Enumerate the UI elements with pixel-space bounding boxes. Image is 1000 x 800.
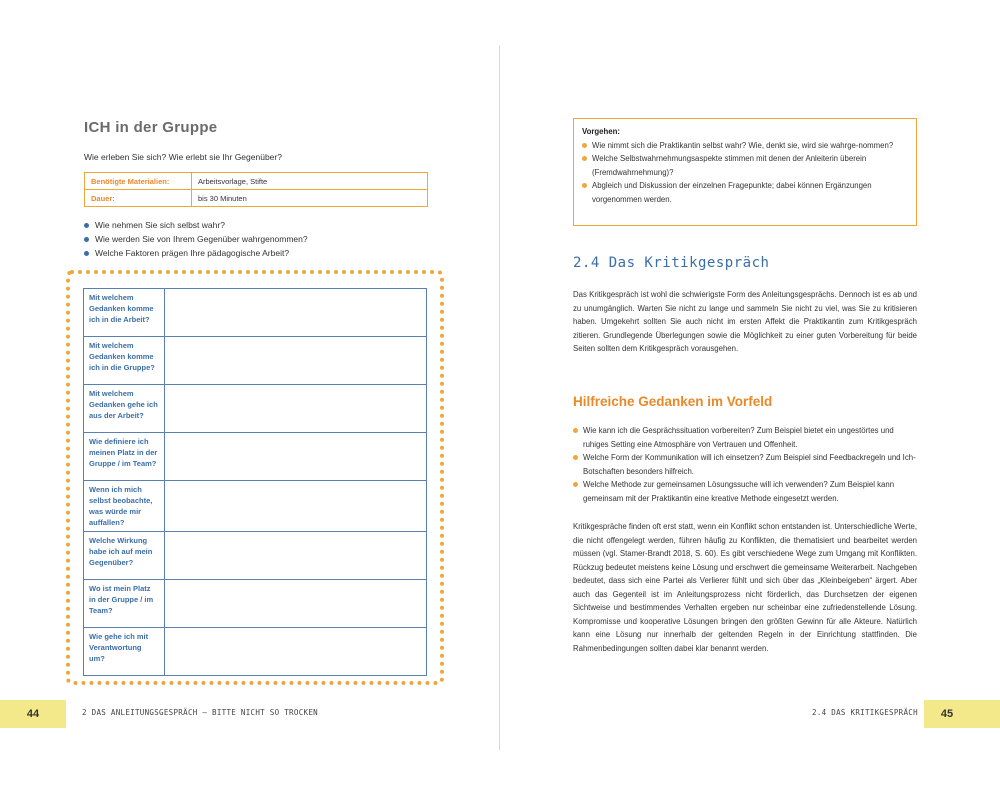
table-row <box>84 532 427 580</box>
bullet-icon <box>573 428 578 433</box>
table-row <box>84 433 427 481</box>
running-footer: 2 DAS ANLEITUNGSGESPRÄCH – BITTE NICHT SO TROCKEN <box>82 708 318 717</box>
question-cell: Mit welchem Gedanken komme ich in die Gruppe? <box>84 337 165 385</box>
question-cell: Wenn ich mich selbst beobachte, was würde mir auffallen? <box>84 481 165 532</box>
list-item: Welche Faktoren prägen Ihre pädagogische Arbeit? <box>84 246 308 260</box>
list-item: Welche Selbstwahrnehmungsaspekte stimmen mit denen der Anleiterin überein (Fremdwahrnehmung)? <box>582 152 908 179</box>
table-row <box>84 481 427 532</box>
worksheet-table <box>83 288 427 676</box>
subheading: Hilfreiche Gedanken im Vorfeld <box>573 394 773 409</box>
answer-cell[interactable] <box>164 337 426 385</box>
list-item: Welche Methode zur gemeinsamen Lösungssuche will ich verwenden? Zum Beispiel kann gemeinsam mit der Praktikantin eine kreative Methode eingesetzt werden. <box>573 478 917 505</box>
question-cell: Mit welchem Gedanken gehe ich aus der Arbeit? <box>84 385 165 433</box>
materials-table <box>84 172 428 207</box>
table-row <box>84 580 427 628</box>
duration-row <box>85 190 428 207</box>
page-subtitle: Wie erleben Sie sich? Wie erlebt sie Ihr Gegenüber? <box>84 152 282 162</box>
page-title: ICH in der Gruppe <box>84 119 218 136</box>
bullet-icon <box>573 482 578 487</box>
list-item: Wie kann ich die Gesprächssituation vorbereiten? Zum Beispiel bietet ein ungestörtes und ruhiges Setting eine Atmosphäre von Vertrauen und Offenheit. <box>573 424 917 451</box>
page-number: 45 <box>940 708 954 720</box>
table-row <box>84 289 427 337</box>
duration-value: bis 30 Minuten <box>192 190 428 207</box>
bullet-icon <box>573 455 578 460</box>
bullet-icon <box>582 156 587 161</box>
section-title: 2.4 Das Kritikgespräch <box>573 255 770 271</box>
list-item: Welche Form der Kommunikation will ich einsetzen? Zum Beispiel sind Feedbackregeln und Ich-Botschaften besonders hilfreich. <box>573 451 917 478</box>
page-number: 44 <box>26 708 40 720</box>
list-item: Wie nimmt sich die Praktikantin selbst wahr? Wie, denkt sie, wird sie wahrge-nommen? <box>582 139 908 153</box>
bullet-icon <box>582 143 587 148</box>
tips-list <box>573 424 917 505</box>
question-cell: Wo ist mein Platz in der Gruppe / im Team? <box>84 580 165 628</box>
list-item: Abgleich und Diskussion der einzelnen Fragepunkte; dabei können Ergänzungen vorgenommen werden. <box>582 179 908 206</box>
materials-label: Benötigte Materialien: <box>85 173 192 190</box>
intro-paragraph: Das Kritikgespräch ist wohl die schwierigste Form des Anleitungsgesprächs. Dennoch ist es ab und zu unumgänglich. Warten Sie nicht zu lange und sammeln Sie nicht zu viel, was Sie zu kritisieren haben. Umgekehrt sollten Sie auch nicht im ersten Affekt die Praktikantin zum Kritikgespräch zitieren. Grundlegende Überlegungen sowie die Möglichkeit zu einer guten Vorbereitung für beide Seiten sollten dem Kritikgespräch vorausgehen. <box>573 290 917 353</box>
book-gutter <box>499 45 500 750</box>
question-cell: Wie gehe ich mit Verantwortung um? <box>84 628 165 676</box>
materials-row <box>85 173 428 190</box>
bullet-icon <box>84 223 89 228</box>
answer-cell[interactable] <box>164 385 426 433</box>
list-item: Wie werden Sie von Ihrem Gegenüber wahrgenommen? <box>84 232 308 246</box>
list-item: Wie nehmen Sie sich selbst wahr? <box>84 218 308 232</box>
bullet-icon <box>582 183 587 188</box>
answer-cell[interactable] <box>164 532 426 580</box>
answer-cell[interactable] <box>164 289 426 337</box>
answer-cell[interactable] <box>164 433 426 481</box>
answer-cell[interactable] <box>164 628 426 676</box>
table-row <box>84 628 427 676</box>
table-row <box>84 337 427 385</box>
closing-paragraph: Kritikgespräche finden oft erst statt, wenn ein Konflikt schon entstanden ist. Unterschiedliche Werte, die nicht offengelegt werden, führen häufig zu Konflikten, die thematisiert und bearbeitet werden müssen (vgl. Stamer-Brandt 2018, S. 60). Es gibt verschiedene Wege zum Umgang mit Konflikten. Rückzug bedeutet meistens keine Lösung und erschwert die gemeinsame Weiterarbeit. Nachgeben bedeutet, dass sich eine Partei als Verlierer fühlt und sich über das „Kleinbeigeben“ ärgert. Aber auch das Gegenteil ist im Anleitungsprozess nicht förderlich, das Durchsetzen der eigenen Sichtweise und bestimmendes Verhalten ergeben nur scheinbar eine zufriedenstellende Lösung. Kompromisse und kooperative Lösungen bringen den größten Gewinn für alle Akteure. Natürlich kann eine Lösung nur innerhalb der geltenden Regeln in der Einrichtung stattfinden. Die Rahmenbedingungen sollten dabei klar benannt werden. <box>573 522 917 653</box>
procedure-box <box>573 118 917 226</box>
table-row <box>84 385 427 433</box>
bullet-icon <box>84 251 89 256</box>
running-footer: 2.4 DAS KRITIKGESPRÄCH <box>812 708 918 717</box>
question-cell: Welche Wirkung habe ich auf mein Gegenüber? <box>84 532 165 580</box>
answer-cell[interactable] <box>164 481 426 532</box>
question-list <box>84 218 308 260</box>
materials-value: Arbeitsvorlage, Stifte <box>192 173 428 190</box>
duration-label: Dauer: <box>85 190 192 207</box>
answer-cell[interactable] <box>164 580 426 628</box>
bullet-icon <box>84 237 89 242</box>
question-cell: Mit welchem Gedanken komme ich in die Arbeit? <box>84 289 165 337</box>
procedure-heading: Vorgehen: <box>582 127 620 136</box>
question-cell: Wie definiere ich meinen Platz in der Gruppe / im Team? <box>84 433 165 481</box>
